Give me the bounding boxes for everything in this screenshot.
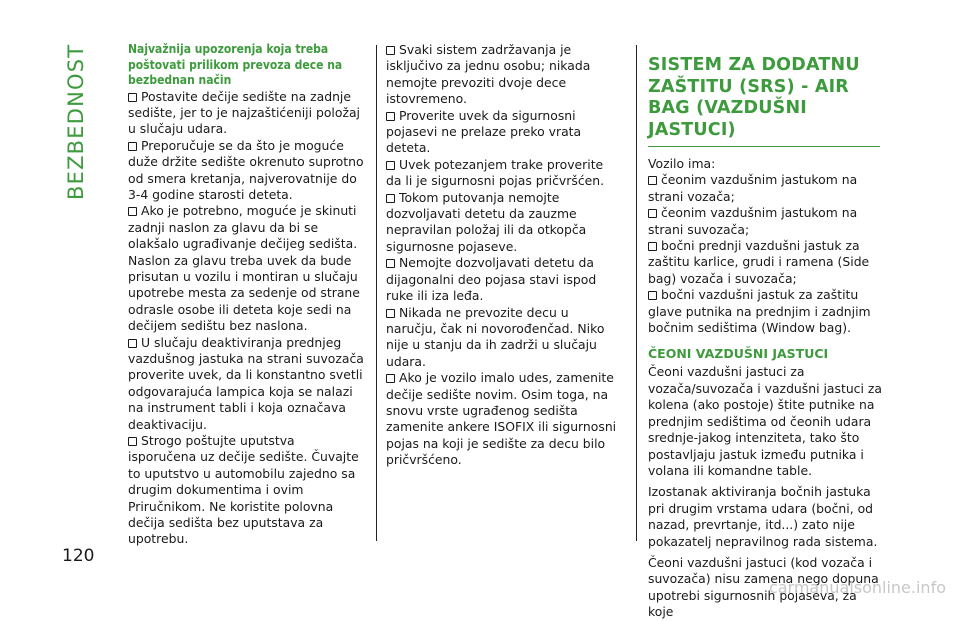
bullet-square-icon [648, 291, 657, 300]
bullet-square-icon [648, 242, 657, 251]
bullet-square-icon [386, 46, 395, 55]
bullet-square-icon [128, 142, 137, 151]
list-item: Svaki sistem zadržavanja je isključivo za jednu osobu; nikada nemojte prevoziti dvoje dece istovremeno. [386, 42, 591, 107]
list-item: Nikada ne prevozite decu u naručju, čak ni novorođenčad. Niko nije u stanju da ih zadrži u slučaju udara. [386, 304, 605, 369]
paragraph: Vozilo ima: [648, 156, 716, 171]
list-item: Ako je potrebno, moguće je skinuti zadnji naslon za glavu da bi se olakšalo ugrađivanje dečijeg sedišta. [128, 203, 358, 252]
bullet-square-icon [128, 93, 137, 102]
list-item: bočni vazdušni jastuk za zaštitu glave putnika na prednjim i zadnjim bočnim sedištima (Window bag). [648, 287, 871, 336]
bullet-square-icon [648, 209, 657, 218]
list-item: čeonim vazdušnim jastukom na strani vozača; [648, 172, 858, 204]
list-item: Ako je vozilo imalo udes, zamenite dečije sedište novim. Osim toga, na snovu vrste ugrađenog sedišta zamenite ankere ISOFIX ili sigurnosni pojas na koji je sedište za decu bilo pričvršćeno. [386, 370, 617, 468]
list-item: Uvek potezanjem trake proverite da li je sigurnosni pojas pričvršćen. [386, 156, 605, 189]
bullet-square-icon [128, 437, 137, 446]
column-divider [636, 45, 637, 541]
bullet-square-icon [386, 309, 395, 318]
column-2 [386, 42, 622, 469]
title-underline [648, 146, 880, 147]
list-item: Preporučuje se da što je moguće duže držite sedište okrenuto suprotno od smera kretanja, najverovatnije do 3-4 godine starosti deteta. [128, 137, 364, 202]
bullet-square-icon [386, 259, 395, 268]
bullet-square-icon [386, 374, 395, 383]
bullet-square-icon [386, 194, 395, 203]
watermark: carmanualsonline.info [768, 578, 946, 597]
section-title: SISTEM ZA DODATNU ZAŠTITU (SRS) - AIR BAG (VAZDUŠNI JASTUCI) [648, 55, 860, 140]
column-divider [376, 45, 377, 541]
list-item: Tokom putovanja nemojte dozvoljavati detetu da zauzme nepravilan položaj ili da otkopča sigurnosne pojaseve. [386, 189, 587, 254]
bullet-square-icon [128, 207, 137, 216]
warnings-header: Najvažnija upozorenja koja treba poštovati prilikom prevoza dece na bezbednan način [128, 42, 343, 87]
list-item: U slučaju deaktiviranja prednjeg vazdušnog jastuka na strani suvozača proverite uvek, da li konstantno svetli odgovarajuća lampica koja se nalazi na instrument tabli i koja označava deaktivaciju. [128, 334, 364, 432]
paragraph: Naslon za glavu treba uvek da bude prisutan u vozilu i montiran u slučaju upotrebe mesta za sedenje od strane odrasle osobe ili deteta koje sedi na dečijem sedištu bez naslona. [128, 252, 360, 334]
bullet-square-icon [128, 339, 137, 348]
page-number: 120 [62, 546, 95, 566]
paragraph: Izostanak aktiviranja bočnih jastuka pri drugim vrstama udara (bočni, od nazad, prevrtanje, itd...) zato nije pokazatelj nepravilnog rada sistema. [648, 484, 878, 549]
bullet-square-icon [648, 176, 657, 185]
bullet-square-icon [386, 112, 395, 121]
list-item: Proverite uvek da sigurnosni pojasevi ne prelaze preko vrata deteta. [386, 107, 582, 156]
bullet-square-icon [386, 161, 395, 170]
section-side-title: BEZBEDNOST [64, 43, 88, 200]
list-item: čeonim vazdušnim jastukom na strani suvozača; [648, 205, 858, 237]
list-item: Nemojte dozvoljavati detetu da dijagonalni deo pojasa stavi ispod ruke ili iza leđa. [386, 255, 597, 304]
list-item: Postavite dečije sedište na zadnje sedište, jer to je najzaštićeniji položaj u slučaju udara. [128, 88, 360, 137]
column-1 [128, 42, 364, 548]
list-item: bočni prednji vazdušni jastuk za zaštitu karlice, grudi i ramena (Side bag) vozača i suvozača; [648, 238, 870, 286]
subsection-title: ČEONI VAZDUŠNI JASTUCI [648, 346, 829, 362]
paragraph: Čeoni vazdušni jastuci za vozača/suvozača i vazdušni jastuci za kolena (ako postoje) štite putnike na prednjim sedištima od čeonih udara srednje-jakog intenziteta, tako što postavljaju jastuk između putnika i volana ili komandne table. [648, 364, 882, 478]
list-item: Strogo poštujte uputstva isporučena uz dečije sedište. Čuvajte to uputstvo u automobilu zajedno sa drugim dokumentima i ovim Priručnikom. Ne koristite polovna dečija sedišta bez uputstava za upotrebu. [128, 433, 359, 547]
paragraph: Čeoni vazdušni jastuci (kod vozača i suvozača) nisu zamena nego dopuna upotrebi sigurnosnih pojaseva, za koje [648, 554, 879, 620]
column-3 [648, 42, 884, 621]
